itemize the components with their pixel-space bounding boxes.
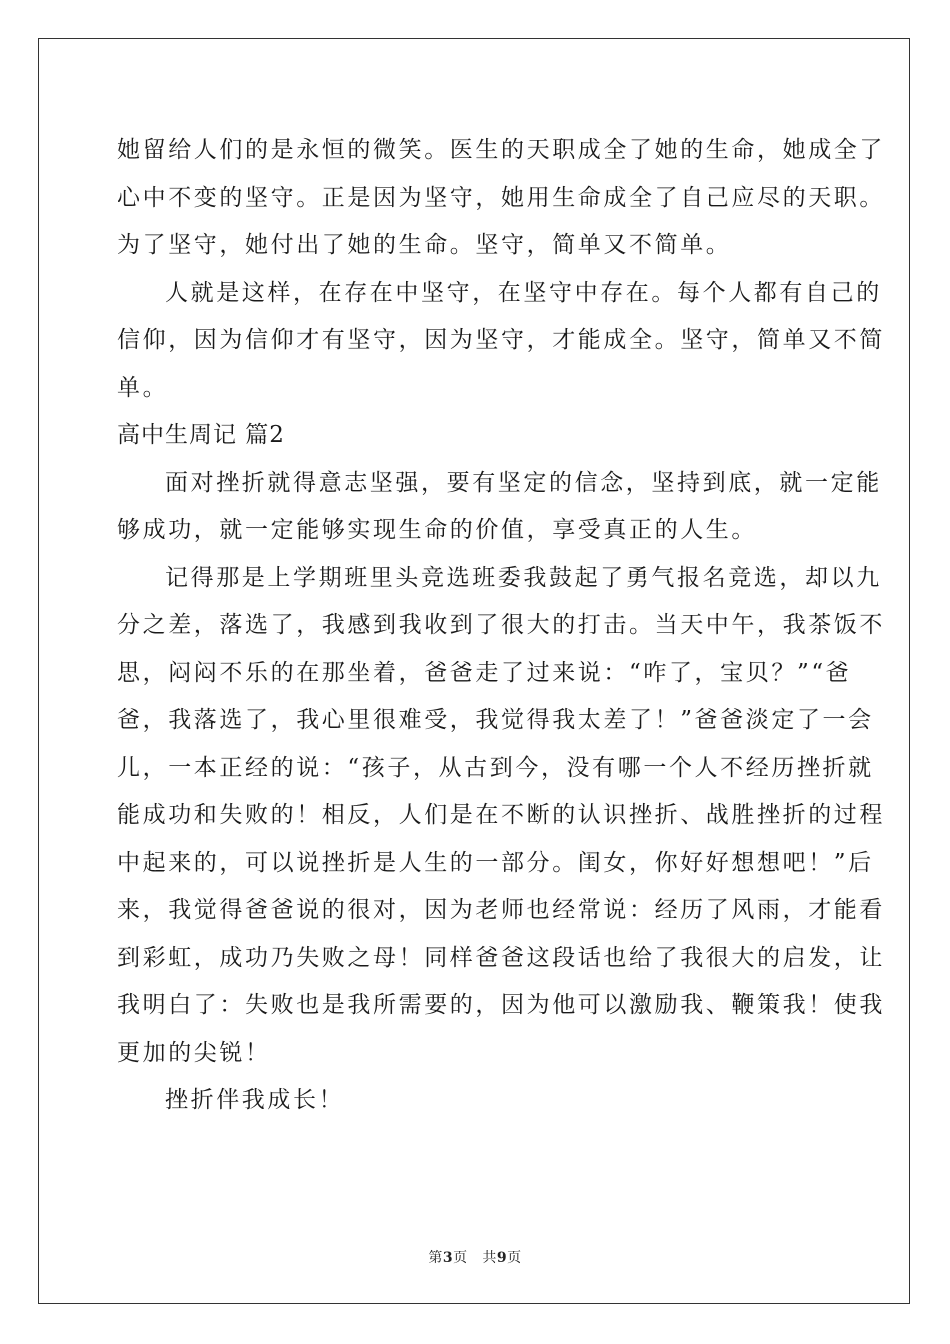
paragraph [117,1077,837,1125]
text-line: 为了坚守，她付出了她的生命。坚守，简单又不简单。 [117,232,732,258]
page-number-suffix: 页 [453,1250,468,1266]
text-line: 爸，我落选了，我心里很难受，我觉得我太差了！”爸爸淡定了一会 [117,707,874,733]
text-line: 人就是这样，在存在中坚守，在坚守中存在。每个人都有自己的 [165,279,882,306]
text-line: 到彩虹，成功乃失败之母！同样爸爸这段话也给了我很大的启发，让 [117,944,885,971]
section-heading [117,412,837,460]
page-number-prefix: 第 [428,1250,443,1266]
paragraph [117,127,885,270]
page-footer [0,1247,950,1267]
text-line: 挫折伴我成长！ [165,1087,345,1113]
page-total-count: 9 [496,1250,508,1266]
text-line: 儿，一本正经的说：“孩子，从古到今，没有哪一个人不经历挫折就 [117,754,874,781]
page-total-suffix: 页 [507,1250,522,1266]
document-body [117,127,885,1125]
text-line: 心中不变的坚守。正是因为坚守，她用生命成全了自己应尽的天职。 [117,184,885,211]
text-line: 中起来的，可以说挫折是人生的一部分。闺女，你好好想想吧！”后 [117,849,874,876]
text-line: 分之差，落选了，我感到我收到了很大的打击。当天中午，我茶饭不 [117,612,885,638]
text-line: 更加的尖锐！ [117,1039,271,1066]
page-number-current: 3 [442,1250,454,1266]
text-line: 来，我觉得爸爸说的很对，因为老师也经常说：经历了风雨，才能看 [117,897,885,923]
text-line: 记得那是上学期班里头竞选班委我鼓起了勇气报名竞选，却以九 [165,564,882,591]
text-line: 单。 [117,374,169,401]
text-line: 我明白了：失败也是我所需要的，因为他可以激励我、鞭策我！使我 [117,992,885,1018]
text-line: 她留给人们的是永恒的微笑。医生的天职成全了她的生命，她成全了 [117,137,885,163]
text-line: 高中生周记 篇2 [117,422,285,448]
paragraph [117,555,885,1078]
page-total-prefix: 共 [482,1250,497,1266]
text-line: 面对挫折就得意志坚强，要有坚定的信念，坚持到底，就一定能 [165,469,882,496]
text-line: 信仰，因为信仰才有坚守，因为坚守，才能成全。坚守，简单又不简 [117,327,885,353]
text-line: 能成功和失败的！相反，人们是在不断的认识挫折、战胜挫折的过程 [117,802,885,828]
text-line: 思，闷闷不乐的在那坐着，爸爸走了过来说：“咋了，宝贝？”“爸 [117,659,852,686]
text-line: 够成功，就一定能够实现生命的价值，享受真正的人生。 [117,517,757,543]
paragraph [117,460,882,555]
paragraph [117,270,885,413]
